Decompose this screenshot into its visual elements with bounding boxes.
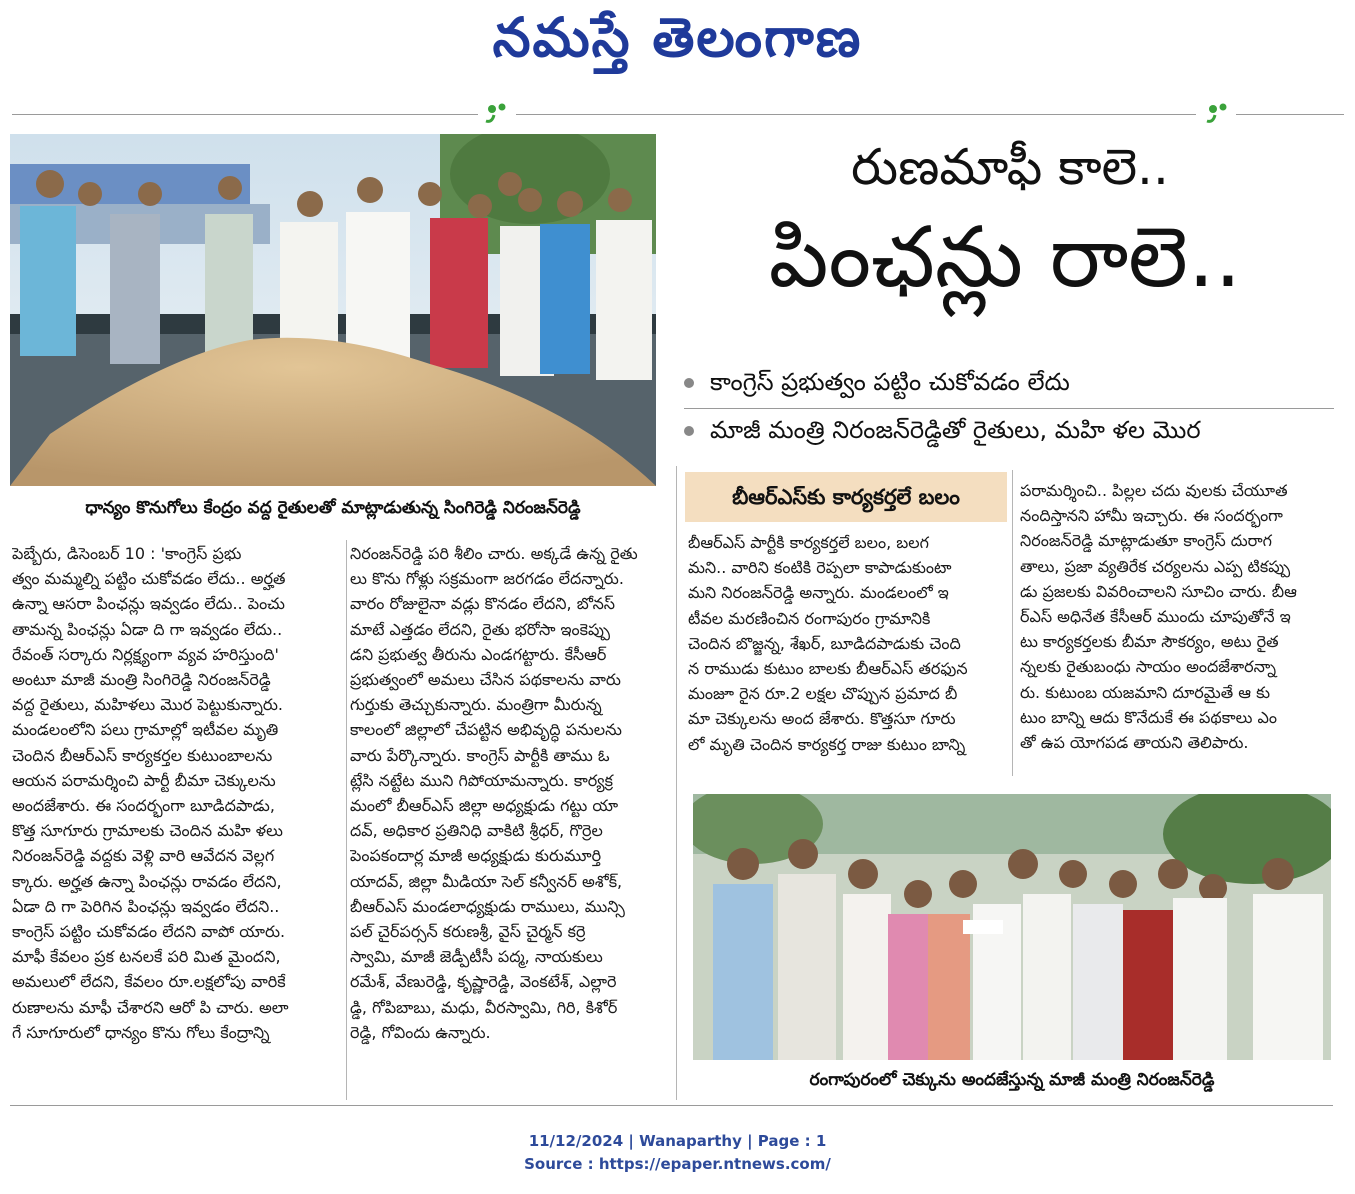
text-line: బీఆర్‌ఎస్ మండలాధ్యక్షుడు రాములు, మున్సి [350, 896, 625, 916]
text-line: నందిస్తానని హామీ ఇచ్చారు. ఈ సందర్భంగా [1020, 506, 1283, 526]
text-line: లో మృతి చెందిన కార్యకర్త రాజు కుటుం బాన్ని [688, 734, 966, 754]
text-line: మాఫీ కేవలం ప్రక టనలకే పరి మిత మైందని, [12, 947, 281, 967]
photo-cheque-handover [693, 794, 1331, 1060]
text-line: గే సూగూరులో ధాన్యం కొను గోలు కేంద్రాన్ని [12, 1022, 270, 1042]
text-line: ట్లేసి నట్టేట ముని గిపోయామన్నారు. కార్యక్ర [350, 770, 613, 790]
text-line: ప్రభుత్వంలో అమలు చేసిన పథకాలను వారు [350, 670, 621, 690]
text-line: అందజేశారు. ఈ సందర్భంగా బూడిదపాడు, [12, 796, 275, 816]
header-rule-middle [516, 114, 1196, 115]
photo-top-caption: ధాన్యం కొనుగోలు కేంద్రం వద్ద రైతులతో మాట్లాడుతున్న సింగిరెడ్డి నిరంజన్‌రెడ్డి [85, 498, 581, 518]
text-line: మని.. వారిని కంటికి రెప్పలా కాపాడుకుంటా [688, 558, 952, 578]
text-line: రెడ్డి, గోవిందు ఉన్నారు. [350, 1022, 491, 1042]
text-line: మంలో బీఆర్‌ఎస్ జిల్లా అధ్యక్షుడు గట్టు యా [350, 796, 619, 816]
masthead [0, 6, 1355, 83]
text-line: యాదవ్, జిల్లా మీడియా సెల్ కన్వీనర్ అశోక్, [350, 871, 623, 891]
text-line: రుణాలను మాఫీ చేశారని ఆరో పి చారు. అలా [12, 997, 289, 1017]
text-line: చెందిన బీఆర్‌ఎస్ కార్యకర్తల కుటుంబాలను [12, 745, 273, 765]
article-column-4 [1020, 478, 1340, 755]
text-line: క్కారు. అర్హత ఉన్నా పింఛన్లు రావడం లేదని, [12, 871, 282, 891]
edition-info: 11/12/2024 | Wanaparthy | Page : 1 [528, 1132, 827, 1150]
text-line: ఆయన పరామర్శించి పార్టీ బీమా చెక్కులను [12, 770, 276, 790]
source-url[interactable]: Source : https://epaper.ntnews.com/ [524, 1155, 831, 1173]
text-line: ర్‌ఎస్ అధినేత కేసీఆర్ ముందు చూపుతోనే ఇ [1020, 607, 1291, 627]
quote-mark-icon [484, 101, 510, 127]
text-line: అమలులో లేదని, కేవలం రూ.లక్షలోపు వారికే [12, 972, 286, 992]
text-line: టుం బాన్ని ఆదు కొనేదుకే ఈ పథకాలు ఎం [1020, 707, 1278, 727]
text-line: కొత్త సూగూరు గ్రామాలకు చెందిన మహి ళలు [12, 821, 283, 841]
text-line: రేవంత్ సర్కారు నిర్లక్ష్యంగా వ్యవ హరిస్తుంది' [12, 644, 279, 664]
text-line: రమేశ్, వేణురెడ్డి, కృష్ణారెడ్డి, వెంకటేశ్, ఎల్లారె [350, 972, 617, 992]
headline-main: పింఛన్లు రాలె.. [768, 208, 1242, 306]
text-line: కాలంలో జిల్లాలో చేపట్టిన అభివృద్ధి పనులను [350, 720, 622, 740]
text-line: పెబ్బేరు, డిసెంబర్ 10 : 'కాంగ్రెస్ ప్రభు [12, 544, 242, 563]
photo-bottom-caption: రంగాపురంలో చెక్కును అందజేస్తున్న మాజీ మంత్రి నిరంజన్‌రెడ్డి [809, 1070, 1215, 1090]
text-line: పెంపకందార్ల మాజీ అధ్యక్షుడు కురుమూర్తి [350, 846, 602, 866]
text-line: వద్ద రైతులు, మహిళలు మొర పెట్టుకున్నారు. [12, 695, 283, 715]
bullet-point-2 [684, 416, 1334, 450]
article-column-2 [350, 541, 672, 1045]
quote-mark-icon [1205, 101, 1231, 127]
text-line: డని ప్రభుత్వ తీరును ఎండగట్టారు. కేసీఆర్ [350, 644, 607, 664]
text-line: తాలు, ప్రజా వ్యతిరేక చర్యలను ఎప్ప టికప్పు [1020, 556, 1291, 576]
article-column-3 [688, 530, 1008, 757]
text-line: చెందిన బొజ్జన్న, శేఖర్, బూడిదపాడుకు చెంది [688, 633, 961, 653]
header-rule-left [12, 114, 478, 115]
column-divider [346, 540, 347, 1100]
text-line: తో ఉప యోగపడ తాయని తెలిపారు. [1020, 733, 1249, 753]
text-line: కాంగ్రెస్ పట్టిం చుకోవడం లేదని వాపో యారు. [12, 922, 286, 942]
text-line: టు కార్యకర్తలకు బీమా సౌకర్యం, అటు రైత [1020, 632, 1279, 652]
bullet-icon [684, 426, 694, 436]
text-line: పరామర్శించి.. పిల్లల చదు వులకు చేయూత [1020, 481, 1288, 500]
column-divider [676, 466, 677, 1100]
bullet-point-1 [684, 368, 1334, 402]
text-line: ఏడా ది గా పెరిగిన పింఛన్లు ఇవ్వడం లేదని.. [12, 896, 280, 916]
text-line: తామన్న పింఛన్లు ఏడా ది గా ఇవ్వడం లేదు.. [12, 619, 283, 639]
bullet-icon [684, 378, 694, 388]
column-divider [1012, 470, 1013, 776]
text-line: డు ప్రజలకు వివరించాలని సూచిం చారు. బీఆ [1020, 581, 1297, 601]
text-line: మని నిరంజన్‌రెడ్డి అన్నారు. మండలంలో ఇ [688, 583, 949, 603]
text-line: మాటే ఎత్తడం లేదని, రైతు భరోసా ఇంకెప్పు [350, 619, 610, 639]
bullet-text: మాజీ మంత్రి నిరంజన్‌రెడ్డితో రైతులు, మహి ళల మొర [710, 416, 1201, 444]
headline-kicker: రుణమాఫీ కాలె.. [851, 138, 1169, 196]
text-line: మండలంలోని పలు గ్రామాల్లో ఇటీవల మృతి [12, 720, 279, 740]
text-line: ఉన్నా ఆసరా పింఛన్లు ఇవ్వడం లేదు.. పెంచు [12, 594, 285, 614]
text-line: స్వామి, మాజీ జెడ్పీటీసీ పద్మ, నాయకులు [350, 947, 603, 967]
text-line: వారు పేర్కొన్నారు. కాంగ్రెస్ పార్టీకి తాము ఓ [350, 745, 610, 765]
text-line: నిరంజన్‌రెడ్డి వద్దకు వెళ్లి వారి ఆవేదన వెల్లగ [12, 846, 275, 866]
bullet-text: కాంగ్రెస్ ప్రభుత్వం పట్టిం చుకోవడం లేదు [710, 368, 1070, 396]
text-line: దవ్, అధికార ప్రతినిధి వాకిటి శ్రీధర్, గొర్రెల [350, 821, 603, 841]
footer-rule [10, 1105, 1333, 1106]
text-line: న్నలకు రైతుబంధు సాయం అందజేశారన్నా [1020, 657, 1277, 677]
text-line: నిరంజన్‌రెడ్డి పరి శీలిం చారు. అక్కడే ఉన్న రైతు [350, 544, 638, 563]
photo-grain-center [10, 134, 656, 486]
text-line: నిరంజన్‌రెడ్డి మాట్లాడుతూ కాంగ్రెస్ దురాగ [1020, 531, 1272, 551]
subhead-box: బీఆర్‌ఎస్‌కు కార్యకర్తలే బలం [685, 472, 1007, 522]
text-line: టీవల మరణించిన రంగాపురం గ్రామానికి [688, 608, 931, 628]
header-rule-right [1236, 114, 1344, 115]
article-column-1 [12, 541, 342, 1045]
text-line: మంజూ రైన రూ.2 లక్షల చొప్పున ప్రమాద బీ [688, 684, 958, 704]
text-line: రు. కుటుంబ యజమాని దూరమైతే ఆ కు [1020, 682, 1271, 702]
text-line: బీఆర్‌ఎస్ పార్టీకి కార్యకర్తలే బలం, బలగ [688, 533, 929, 552]
text-line: డ్డి, గోపిబాబు, మధు, వీరస్వామి, గిరి, కిశోర్ [350, 997, 618, 1017]
text-line: వారం రోజులైనా వడ్లు కొనడం లేదని, బోనస్ [350, 594, 616, 614]
text-line: త్వం మమ్మల్ని పట్టిం చుకోవడం లేదు.. అర్హత [12, 569, 286, 589]
text-line: మా చెక్కులను అంద జేశారు. కొత్తసూ గూరు [688, 709, 956, 729]
text-line: న రాముడు కుటుం బాలకు బీఆర్‌ఎస్ తరఫున [688, 659, 968, 679]
newspaper-title: నమస్తే తెలంగాణ [492, 6, 863, 69]
text-line: పల్ చైర్‌పర్సన్ కరుణశ్రీ, వైస్ చైర్మన్ కర్రె [350, 922, 586, 942]
text-line: గుర్తుకు తెచ్చుకున్నారు. మంత్రిగా మీరున్న [350, 695, 602, 715]
text-line: లు కొను గోళ్లు సక్రమంగా జరగడం లేదన్నారు. [350, 569, 624, 589]
text-line: అంటూ మాజీ మంత్రి సింగిరెడ్డి నిరంజన్‌రెడ్డి [12, 670, 271, 690]
bullet-divider [684, 408, 1334, 409]
